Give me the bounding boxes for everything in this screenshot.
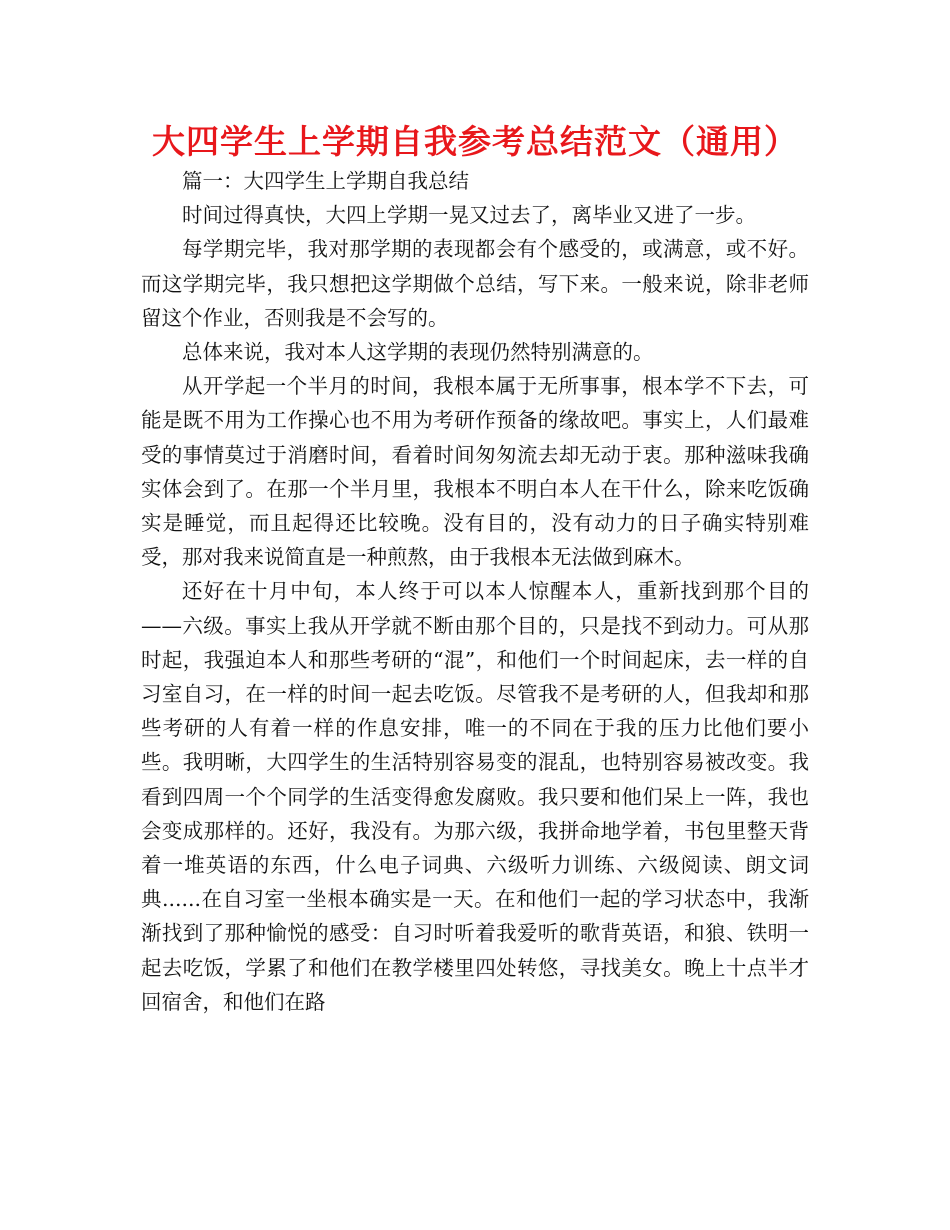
section-heading: 篇一：大四学生上学期自我总结 <box>182 169 469 193</box>
paragraph: 每学期完毕，我对那学期的表现都会有个感受的，或满意，或不好。而这学期完毕，我只想把这学期做个总结，写下来。一般来说，除非老师留这个作业，否则我是不会写的。 <box>141 237 809 330</box>
document-body <box>141 164 809 1019</box>
paragraph: 从开学起一个半月的时间，我根本属于无所事事，根本学不下去，可能是既不用为工作操心也不用为考研作预备的缘故吧。事实上，人们最难受的事情莫过于消磨时间，看着时间匆匆流去却无动于衷。那种滋味我确实体会到了。在那一个半月里，我根本不明白本人在干什么，除来吃饭确实是睡觉，而且起得还比较晚。没有目的，没有动力的日子确实特别难受，那对我来说简直是一种煎熬，由于我根本无法做到麻木。 <box>141 374 809 570</box>
paragraph: 总体来说，我对本人这学期的表现仍然特别满意的。 <box>182 340 654 365</box>
document-title: 大四学生上学期自我参考总结范文（通用） <box>152 122 798 161</box>
paragraph: 还好在十月中旬，本人终于可以本人惊醒本人，重新找到那个目的——六级。事实上我从开学就不断由那个目的，只是找不到动力。可从那时起，我强迫本人和那些考研的“混”，和他们一个时间起床，去一样的自习室自习，在一样的时间一起去吃饭。尽管我不是考研的人，但我却和那些考研的人有着一样的作息安排，唯一的不同在于我的压力比他们要小些。我明晰，大四学生的生活特别容易变的混乱，也特别容易被改变。我看到四周一个个同学的生活变得愈发腐败。我只要和他们呆上一阵，我也会变成那样的。还好，我没有。为那六级，我拼命地学着，书包里整天背着一堆英语的东西，什么电子词典、六级听力训练、六级阅读、朗文词典......在自习室一坐根本确实是一天。在和他们一起的学习状态中，我渐渐找到了那种愉悦的感受：自习时听着我爱听的歌背英语，和狼、铁明一起去吃饭，学累了和他们在教学楼里四处转悠，寻找美女。晚上十点半才回宿舍，和他们在路 <box>141 579 809 1014</box>
paragraph: 时间过得真快，大四上学期一晃又过去了，离毕业又进了一步。 <box>182 203 756 228</box>
